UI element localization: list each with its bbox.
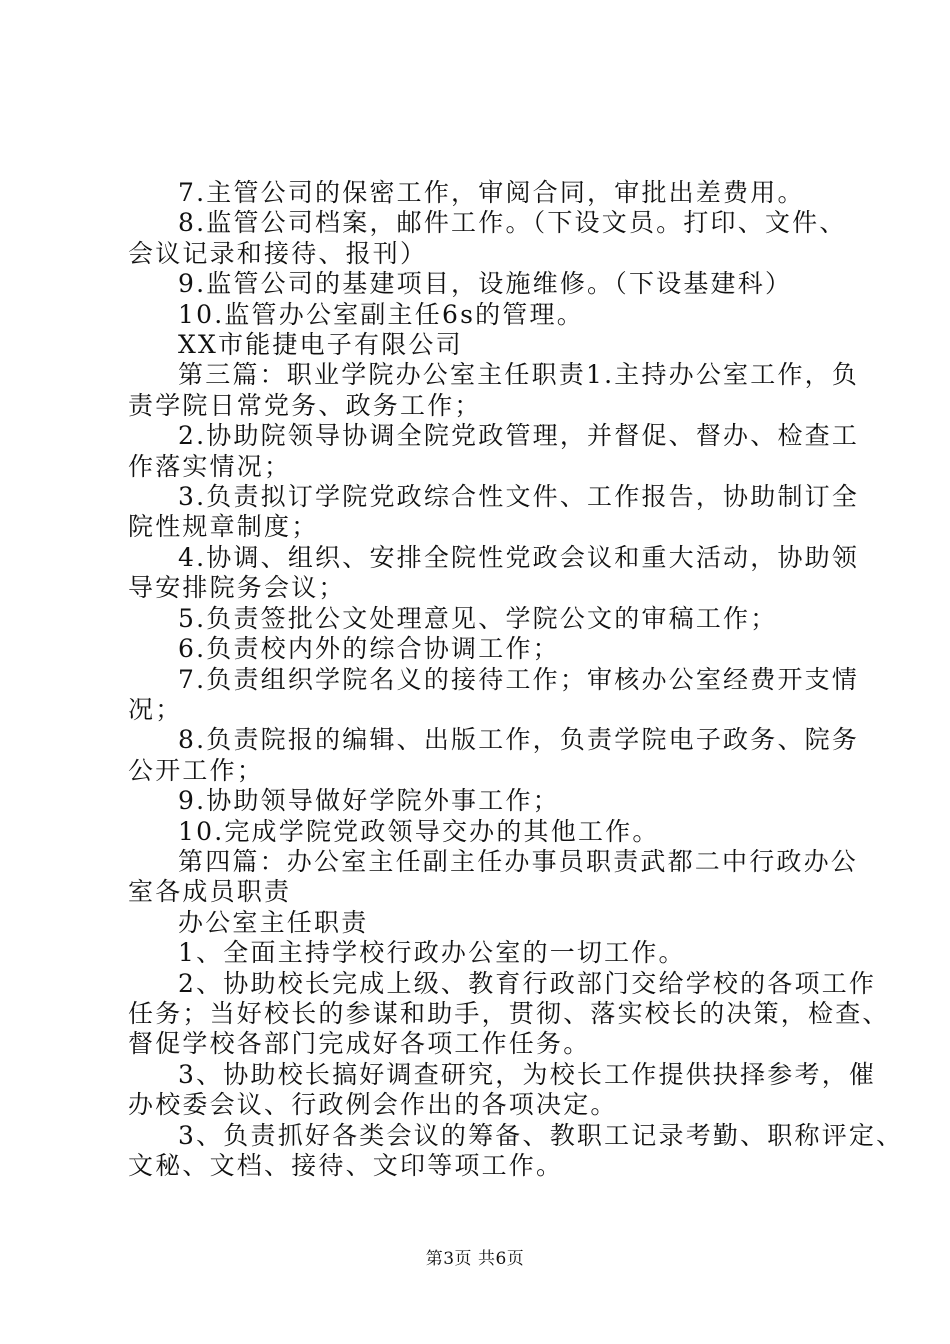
text-line: 3、负责抓好各类会议的筹备、教职工记录考勤、职称评定、	[178, 1120, 904, 1150]
text-line: 作落实情况；	[128, 451, 292, 481]
text-line: 责学院日常党务、政务工作；	[128, 390, 482, 420]
text-line: 7.主管公司的保密工作，审阅合同，审批出差费用。	[178, 178, 805, 207]
text-line: 3、协助校长搞好调查研究，为校长工作提供抉择参考，催	[178, 1059, 877, 1089]
text-line: 导安排院务会议；	[128, 573, 346, 603]
text-line: 4.协调、组织、安排全院性党政会议和重大活动，协助领	[178, 542, 860, 572]
text-line: 10.监管办公室副主任6s的管理。	[178, 299, 584, 329]
text-line: 会议记录和接待、报刊）	[128, 238, 428, 268]
document-body	[128, 178, 904, 1181]
text-line: 公开工作；	[128, 755, 265, 785]
section-heading-line: 第三篇：职业学院办公室主任职责1.主持办公室工作，负	[178, 360, 860, 390]
text-line: 室各成员职责	[128, 877, 292, 907]
text-line: 况；	[128, 694, 183, 724]
page-footer	[0, 1244, 950, 1269]
text-line: 8.监管公司档案，邮件工作。（下设文员。打印、文件、	[178, 208, 847, 238]
text-line: 3.负责拟订学院党政综合性文件、工作报告，协助制订全	[178, 482, 860, 512]
company-name-line: XX市能捷电子有限公司	[178, 330, 463, 360]
text-line: 9.协助领导做好学院外事工作；	[178, 786, 560, 816]
text-line: 9.监管公司的基建项目，设施维修。（下设基建科）	[178, 269, 793, 299]
section-heading-line: 第四篇：办公室主任副主任办事员职责武都二中行政办公	[178, 846, 859, 876]
text-line: 2.协助院领导协调全院党政管理，并督促、督办、检查工	[178, 421, 860, 451]
text-line: 6.负责校内外的综合协调工作；	[178, 634, 560, 664]
text-line: 文秘、文档、接待、文印等项工作。	[128, 1151, 564, 1180]
text-line: 7.负责组织学院名义的接待工作；审核办公室经费开支情	[178, 664, 860, 694]
text-line: 任务；当好校长的参谋和助手，贯彻、落实校长的决策，检查、	[128, 998, 890, 1028]
text-line: 1、全面主持学校行政办公室的一切工作。	[178, 938, 686, 968]
text-line: 5.负责签批公文处理意见、学院公文的审稿工作；	[178, 603, 778, 633]
text-line: 2、协助校长完成上级、教育行政部门交给学校的各项工作	[178, 968, 877, 998]
subheading-line: 办公室主任职责	[178, 907, 369, 937]
text-line: 督促学校各部门完成好各项工作任务。	[128, 1029, 591, 1059]
text-line: 8.负责院报的编辑、出版工作，负责学院电子政务、院务	[178, 725, 860, 755]
text-line: 院性规章制度；	[128, 512, 319, 542]
page-number-label: 第3页 共6页	[425, 1249, 525, 1269]
text-line: 10.完成学院党政领导交办的其他工作。	[178, 816, 660, 846]
text-line: 办校委会议、行政例会作出的各项决定。	[128, 1090, 618, 1120]
